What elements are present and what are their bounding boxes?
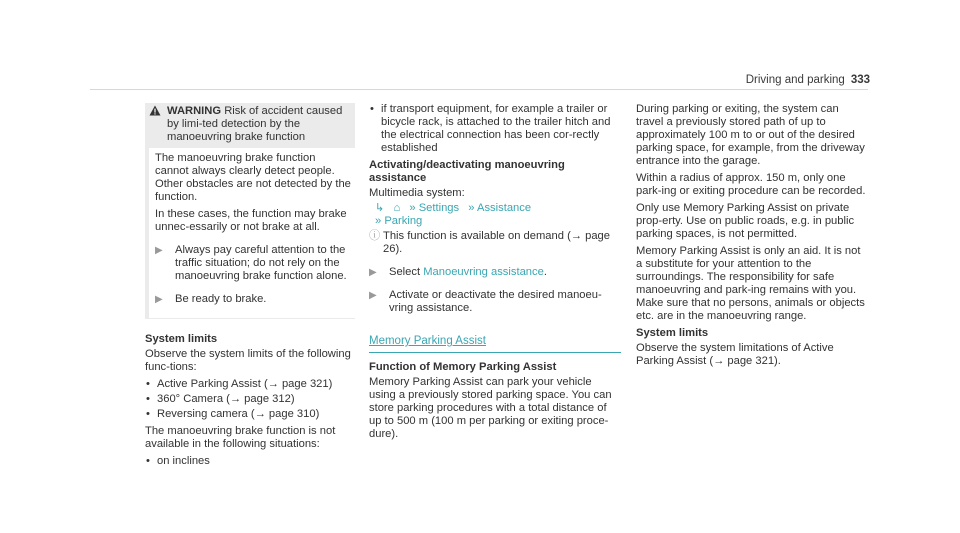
system-limits-heading: System limits [636, 327, 709, 339]
paragraph: Memory Parking Assist is only an aid. It is not a substitute for your attention to the surroundings. The responsibility for safe manoeuvring and park-ing remains with you. Make sure that no persons, animals or objects etc. are in the manoeuvring range. [636, 245, 865, 322]
menu-parking[interactable]: Parking [384, 215, 423, 227]
manoeuvring-assistance-link[interactable]: Manoeuvring assistance [423, 266, 544, 278]
warning-body [145, 148, 355, 319]
condition-list [369, 103, 621, 155]
warning-text-2: In these cases, the function may brake unnec-essarily or not brake at all. [155, 208, 347, 233]
system-limits-heading: System limits [145, 333, 218, 345]
warning-step-2: ▶ Be ready to brake. [155, 293, 267, 305]
warning-text-1: The manoeuvring brake function cannot always clearly detect people. Other obstacles are not detected by the function. [155, 152, 351, 203]
list-item: • Active Parking Assist (→ page 321) [145, 378, 355, 391]
path-start-arrow-icon: ↳ [375, 202, 385, 214]
function-text: Memory Parking Assist can park your vehicle using a previously stored parking space. You can store parking procedures with a total distance of up to 500 m (100 m per parking or exiting proce-dure). [369, 376, 612, 440]
multimedia-label: Multimedia system: [369, 187, 465, 199]
running-header [746, 74, 870, 87]
warning-box [145, 103, 355, 148]
menu-assistance[interactable]: Assistance [476, 202, 532, 214]
list-item: • 360° Camera (→ page 312) [145, 393, 355, 406]
column-2 [369, 103, 621, 445]
chevron-right-icon: » [409, 202, 416, 214]
system-limits-list [145, 378, 355, 421]
step-arrow-icon: ▶ [369, 267, 377, 278]
home-icon[interactable]: ⌂ [393, 202, 401, 214]
step-arrow-icon: ▶ [369, 290, 377, 301]
warning-step-1: ▶ Always pay careful attention to the traffic situation; do not rely on the manoeuvring brake function alone. [155, 244, 347, 282]
activate-step: ▶ Activate or deactivate the desired manoeu-vring assistance. [369, 289, 602, 314]
paragraph: Within a radius of approx. 150 m, only one park-ing or exiting procedure can be recorded. [636, 172, 866, 197]
list-item: • Reversing camera (→ page 310) [145, 408, 355, 421]
page-number: 333 [850, 74, 870, 86]
list-item: • on inclines [145, 455, 355, 468]
step-arrow-icon: ▶ [155, 245, 163, 256]
warning-title: WARNING Risk of accident caused by limi-ted detection by the manoeuvring brake function [167, 105, 343, 143]
system-limits-text: Observe the system limitations of Active Parking Assist (→ page 321). [636, 342, 834, 367]
info-icon: ⓘ [369, 230, 381, 242]
menu-path [369, 202, 621, 228]
chevron-right-icon: » [375, 215, 382, 227]
header-section: Driving and parking [745, 74, 845, 86]
not-available-list [145, 455, 355, 468]
list-item: • if transport equipment, for example a trailer or bicycle rack, is attached to the trailer hitch and the electrical connection has been cor-rectly established [369, 103, 621, 155]
activating-heading: Activating/deactivating manoeuvring assistance [369, 159, 565, 184]
paragraph: During parking or exiting, the system can travel a previously stored path of up to approximately 100 m to or out of the desired parking space, for example, from the driveway entrance into the garage. [636, 103, 865, 167]
section-title: Memory Parking Assist [369, 335, 621, 353]
note: ⓘ This function is available on demand (→ page 26). [369, 230, 610, 255]
not-available-text: The manoeuvring brake function is not available in the following situations: [145, 425, 336, 450]
warning-header [149, 105, 351, 144]
warning-triangle-icon [149, 105, 167, 144]
column-3 [636, 103, 868, 372]
chevron-right-icon: » [468, 202, 475, 214]
column-1 [145, 103, 355, 472]
paragraph: Only use Memory Parking Assist on private prop-erty. Use on public roads, e.g. in public parking spaces, is not permitted. [636, 202, 855, 240]
step-arrow-icon: ▶ [155, 294, 163, 305]
menu-settings[interactable]: Settings [418, 202, 460, 214]
system-limits-intro: Observe the system limits of the following func-tions: [145, 348, 351, 373]
select-step: ▶ Select Manoeuvring assistance. [369, 266, 547, 278]
function-heading: Function of Memory Parking Assist [369, 361, 557, 373]
header-rule [90, 89, 868, 90]
